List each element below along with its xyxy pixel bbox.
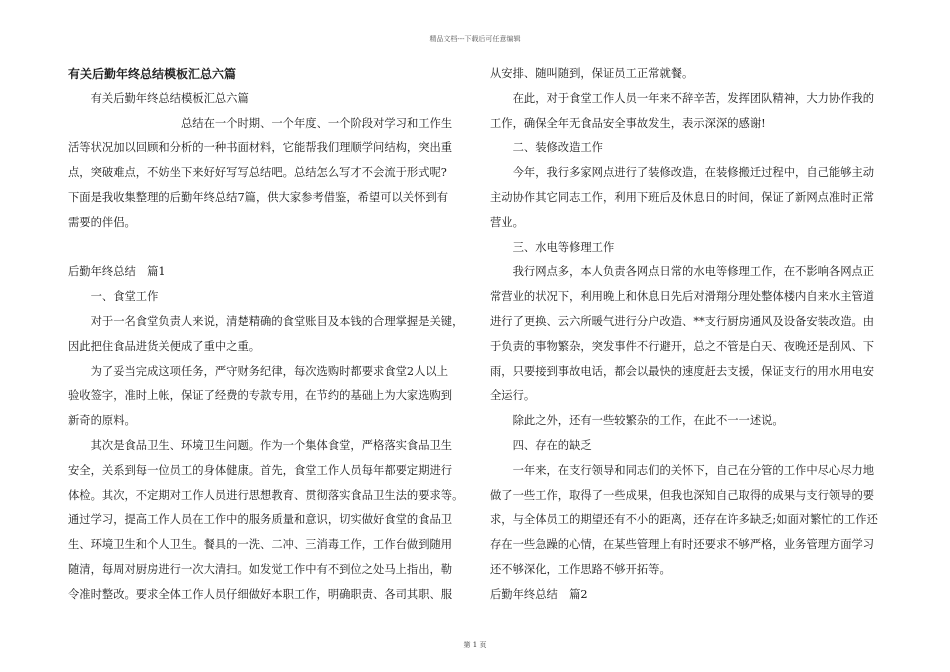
text-line: 需要的伴侣。 bbox=[68, 215, 136, 229]
text-line: 对于一名食堂负责人来说，清楚精确的食堂账目及本钱的合理掌握是关键， bbox=[90, 314, 464, 328]
text-line: 除此之外，还有一些较繁杂的工作，在此不一一述说。 bbox=[512, 414, 784, 428]
text-line: 后勤年终总结 篇1 bbox=[68, 265, 166, 279]
text-line: 我行网点多，本人负责各网点日常的水电等修理工作，在不影响各网点正 bbox=[512, 265, 875, 279]
text-line: 其次是食品卫生、环境卫生问题。作为一个集体食堂，严格落实食品卫生 bbox=[90, 438, 453, 452]
text-line: 安全，关系到每一位员工的身体健康。首先，食堂工作人员每年都要定期进行 bbox=[68, 463, 453, 477]
text-line: 营业。 bbox=[490, 215, 524, 229]
text-line: 随清，每周对厨房进行一次大清扫。如发觉工作中有不到位之处马上指出，勒 bbox=[68, 562, 453, 576]
right-column bbox=[490, 62, 882, 608]
text-line: 令准时整改。要求全体工作人员仔细做好本职工作，明确职责、各司其职、服 bbox=[68, 587, 453, 601]
text-line: 新奇的原料。 bbox=[68, 414, 136, 428]
text-line: 做了一些工作，取得了一些成果，但我也深知自己取得的成果与支行领导的要 bbox=[490, 488, 875, 502]
text-line: 验收签字，准时上帐，保证了经费的专款专用，在节约的基础上为大家选购到 bbox=[68, 389, 453, 403]
text-line: 体检。其次，不定期对工作人员进行思想教育、贯彻落实食品卫生法的要求等。 bbox=[68, 488, 464, 502]
text-line: 下面是我收集整理的后勤年终总结7篇，供大家参考借鉴，希望可以关怀到有 bbox=[68, 190, 448, 204]
text-line: 进行了更换、云六所暖气进行分户改造、**支行厨房通风及设备安装改造。由 bbox=[490, 314, 875, 328]
text-line: 一、食堂工作 bbox=[90, 290, 159, 304]
text-line: 因此把住食品进货关便成了重中之重。 bbox=[68, 339, 261, 353]
text-line: 有关后勤年终总结模板汇总六篇 bbox=[90, 91, 249, 105]
text-line: 一年来，在支行领导和同志们的关怀下，自己在分管的工作中尽心尽力地 bbox=[512, 463, 875, 477]
text-line: 三、水电等修理工作 bbox=[512, 240, 615, 254]
text-line: 在此，对于食堂工作人员一年来不辞辛苦，发挥团队精神，大力协作我的 bbox=[512, 91, 875, 105]
text-line: 全运行。 bbox=[490, 389, 536, 403]
blank-line bbox=[68, 236, 462, 261]
text-line: 活等状况加以回顾和分析的一种书面材料，它能帮我们理顺学问结构，突出重 bbox=[68, 141, 453, 155]
left-column bbox=[68, 62, 462, 608]
text-line: 从安排、随叫随到，保证员工正常就餐。 bbox=[490, 67, 694, 80]
text-line: 工作，确保全年无食品安全事故发生，表示深深的感谢! bbox=[490, 116, 766, 130]
text-line: 存在一些急躁的心情，在某些管理上有时还要求不够严格，业务管理方面学习 bbox=[490, 538, 875, 552]
text-line: 于负责的事物繁杂，突发事件不行避开，总之不管是白天、夜晚还是刮风、下 bbox=[490, 339, 875, 353]
text-line: 总结在一个时期、一个年度、一个阶段对学习和工作生 bbox=[181, 116, 453, 130]
document-title: 有关后勤年终总结模板汇总六篇 bbox=[68, 67, 237, 81]
text-line: 通过学习，提高工作人员在工作中的服务质量和意识，切实做好食堂的食品卫 bbox=[68, 513, 453, 527]
text-line: 今年，我行多家网点进行了装修改造，在装修搬迁过程中，自己能够主动 bbox=[512, 166, 875, 180]
text-line: 为了妥当完成这项任务，严守财务纪律，每次选购时都要求食堂2人以上 bbox=[90, 364, 448, 378]
text-line: 生、环境卫生和个人卫生。餐具的一洗、二冲、三消毒工作，工作台做到随用 bbox=[68, 538, 453, 552]
page-footer: 第 1 页 bbox=[463, 641, 487, 649]
text-line: 求，与全体员工的期望还有不小的距离，还存在许多缺乏;如面对繁忙的工作还 bbox=[490, 513, 878, 527]
text-line: 四、存在的缺乏 bbox=[512, 438, 592, 452]
page-header: 精品文档---下载后可任意编辑 bbox=[429, 35, 521, 43]
text-line: 后勤年终总结 篇2 bbox=[490, 587, 588, 601]
text-line: 还不够深化，工作思路不够开拓等。 bbox=[490, 562, 671, 576]
text-line: 二、装修改造工作 bbox=[512, 141, 603, 155]
text-line: 雨，只要接到事故电话，都会以最快的速度赶去支援，保证支行的用水用电安 bbox=[490, 364, 875, 378]
text-line: 主动协作其它同志工作，利用下班后及休息日的时间，保证了新网点准时正常 bbox=[490, 190, 875, 204]
text-line: 常营业的状况下，利用晚上和休息日先后对滑翔分理处整体楼内自来水主管道 bbox=[490, 290, 875, 304]
text-line: 点，突破难点，不妨坐下来好好写写总结吧。总结怎么写才不会流于形式呢? bbox=[68, 166, 447, 180]
